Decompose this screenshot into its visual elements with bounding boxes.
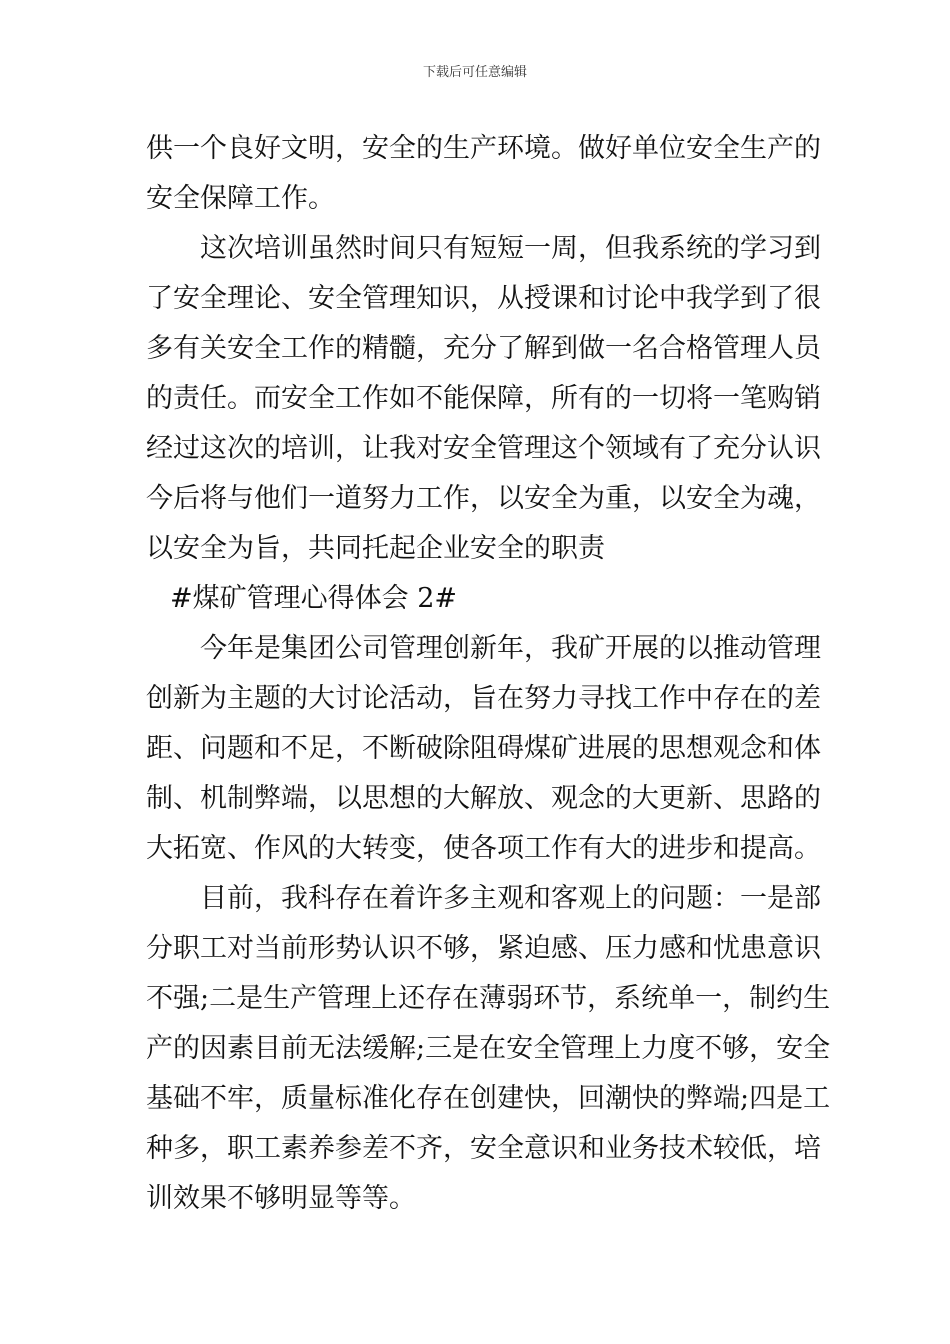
text-line: 产的因素目前无法缓解;三是在安全管理上力度不够，安全 — [146, 1033, 831, 1064]
section-heading: #煤矿管理心得体会 2# — [170, 583, 458, 614]
document-body — [146, 124, 831, 1224]
text-line: 不强;二是生产管理上还存在薄弱环节，系统单一，制约生 — [146, 983, 831, 1014]
text-line: 种多，职工素养参差不齐，安全意识和业务技术较低，培 — [146, 1133, 821, 1164]
text-line: 今后将与他们一道努力工作，以安全为重，以安全为魂， — [146, 483, 821, 514]
text-line: 分职工对当前形势认识不够，紧迫感、压力感和忧患意识 — [146, 933, 821, 964]
paragraph-first-line: 目前，我科存在着许多主观和客观上的问题：一是部 — [200, 883, 821, 914]
text-line: 创新为主题的大讨论活动，旨在努力寻找工作中存在的差 — [146, 683, 821, 714]
text-line: 供一个良好文明，安全的生产环境。做好单位安全生产的 — [146, 133, 821, 164]
text-line: 基础不牢，质量标准化存在创建快，回潮快的弊端;四是工 — [146, 1083, 831, 1114]
text-line: 以安全为旨，共同托起企业安全的职责 — [146, 533, 605, 564]
text-line: 安全保障工作。 — [146, 183, 335, 214]
paragraph-first-line: 今年是集团公司管理创新年，我矿开展的以推动管理 — [200, 633, 821, 664]
text-line: 了安全理论、安全管理知识，从授课和讨论中我学到了很 — [146, 283, 821, 314]
text-line: 的责任。而安全工作如不能保障，所有的一切将一笔购销 — [146, 383, 821, 414]
paragraph-first-line: 这次培训虽然时间只有短短一周，但我系统的学习到 — [200, 233, 821, 264]
text-line: 多有关安全工作的精髓，充分了解到做一名合格管理人员 — [146, 333, 821, 364]
text-line: 训效果不够明显等等。 — [146, 1183, 416, 1214]
text-line: 经过这次的培训，让我对安全管理这个领域有了充分认识 — [146, 433, 821, 464]
text-line: 距、问题和不足，不断破除阻碍煤矿进展的思想观念和体 — [146, 733, 821, 764]
text-line: 大拓宽、作风的大转变，使各项工作有大的进步和提高。 — [146, 833, 821, 864]
page-header: 下载后可任意编辑 — [422, 65, 527, 80]
text-line: 制、机制弊端，以思想的大解放、观念的大更新、思路的 — [146, 783, 821, 814]
